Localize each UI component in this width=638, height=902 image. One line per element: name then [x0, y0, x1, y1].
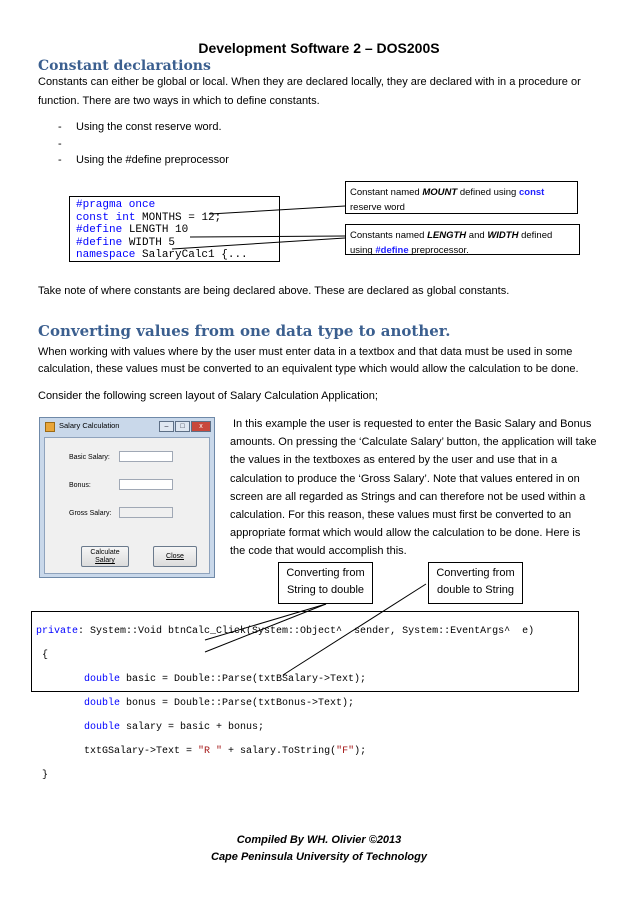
code-string: "R "	[198, 746, 223, 757]
code-string: "F"	[336, 746, 355, 757]
code-text: : System::Void btnCalc_Click(System::Object^ sender, System::EventArgs^ e)	[78, 626, 535, 637]
code-keyword: int	[115, 211, 136, 224]
bullet-dash: -	[58, 121, 62, 133]
callout-keyword: #define	[375, 245, 409, 255]
code-text: + salary.ToString(	[222, 746, 337, 757]
code-text: txtGSalary->Text =	[84, 746, 199, 757]
callout-text: double to String	[436, 584, 515, 596]
code-keyword: double	[84, 698, 121, 709]
bullet-define: Using the #define preprocessor	[76, 154, 229, 166]
callout-keyword: const	[518, 187, 545, 198]
code-keyword: namespace	[76, 249, 136, 261]
code-text: salary = basic + bonus;	[120, 722, 265, 733]
callout-constant-name: MOUNT	[422, 187, 458, 198]
callout-text: Constant named	[350, 187, 423, 198]
converting-intro-line-1: When working with values where by the user must enter data in a textbox and that data must be used in some	[38, 346, 573, 358]
consider-layout-text: Consider the following screen layout of Salary Calculation Application;	[38, 390, 378, 402]
maximize-icon[interactable]: □	[175, 421, 190, 432]
button-label: Calculate	[90, 549, 120, 556]
code-text: LENGTH 10	[122, 224, 189, 236]
code-keyword: #define	[76, 224, 123, 236]
code-text: bonus = Double::Parse(txtBonus->Text);	[120, 698, 355, 709]
section-heading-converting-values: Converting values from one data type to another.	[38, 322, 451, 340]
callout-text: Converting from	[286, 567, 365, 579]
explanation-line: calculation to produce the ‘Gross Salary’. Note that values entered in on	[230, 472, 580, 485]
callout-text: and	[466, 230, 488, 241]
label-text: Basic Salary:	[69, 454, 110, 461]
label-text: Gross Salary:	[69, 510, 112, 517]
constants-intro-line-2: function. There are two ways in which to define constants.	[38, 95, 320, 107]
button-label: Close	[166, 553, 184, 560]
code-keyword: double	[84, 674, 121, 685]
code-text: MONTHS = 12;	[135, 211, 222, 224]
footer-institution: Cape Peninsula University of Technology	[211, 851, 427, 863]
bullet-const: Using the const reserve word.	[76, 121, 222, 133]
document-title: Development Software 2 – DOS200S	[198, 40, 440, 56]
code-line	[36, 722, 574, 734]
code-text: );	[354, 746, 367, 757]
code-text: WIDTH 5	[122, 236, 176, 249]
code-keyword: #define	[76, 236, 123, 249]
code-line: }	[36, 770, 49, 781]
callout-text: Converting from	[436, 567, 515, 579]
section-heading-constant-declarations: Constant declarations	[38, 58, 211, 74]
explanation-line: the code that would accomplish this.	[230, 545, 407, 558]
callout-text: String to double	[286, 584, 365, 596]
callout-text: reserve word	[350, 202, 405, 213]
explanation-line: amounts. On pressing the ‘Calculate Salary’ button, the application will take	[230, 436, 597, 449]
explanation-line: appropriate format which would allow the calculation to be done. Here is	[230, 527, 581, 540]
minimize-icon[interactable]: –	[159, 421, 174, 432]
callout-constant-name: LENGTH	[427, 230, 467, 241]
callout-text: defined	[518, 230, 553, 241]
converting-intro-line-2: calculation, these values must be converted to an equivalent type which would allow the calculation to be done.	[38, 363, 579, 375]
close-icon[interactable]: x	[191, 421, 211, 432]
callout-text: preprocessor.	[408, 245, 469, 255]
explanation-line: In this example the user is requested to enter the Basic Salary and Bonus	[233, 418, 592, 430]
button-label: Salary	[95, 557, 115, 564]
callout-text: Constants named	[350, 230, 428, 241]
code-text: SalaryCalc1 {...	[135, 249, 248, 261]
code-keyword: #pragma once	[76, 199, 156, 211]
code-keyword: private	[36, 626, 79, 637]
label-text: Bonus:	[69, 482, 91, 489]
code-line: {	[36, 650, 49, 661]
footer-compiled-by: Compiled By WH. Olivier ©2013	[236, 834, 402, 846]
code-keyword: double	[84, 722, 121, 733]
explanation-line: screen are all regarded as Strings and can therefore not be used within a	[230, 490, 586, 503]
code-line	[36, 746, 574, 758]
explanation-line: the values in the textboxes as entered by the user and use that in a	[230, 454, 558, 467]
global-constants-note: Take note of where constants are being declared above. These are declared as global constants.	[38, 285, 510, 297]
callout-text: defined using	[457, 187, 519, 198]
bullet-dash: -	[58, 154, 62, 166]
code-text: basic = Double::Parse(txtBSalary->Text);	[120, 674, 367, 685]
explanation-line: calculation. For this reason, these values must first be converted to an	[230, 509, 572, 522]
code-keyword: const	[76, 211, 110, 224]
constants-intro-line-1: Constants can either be global or local. When they are declared locally, they are declared with in a procedure or	[38, 76, 581, 88]
bullet-dash: -	[58, 138, 62, 150]
callout-text: using	[350, 245, 376, 255]
callout-constant-name: WIDTH	[487, 230, 519, 241]
window-title: Salary Calculation	[59, 421, 120, 430]
